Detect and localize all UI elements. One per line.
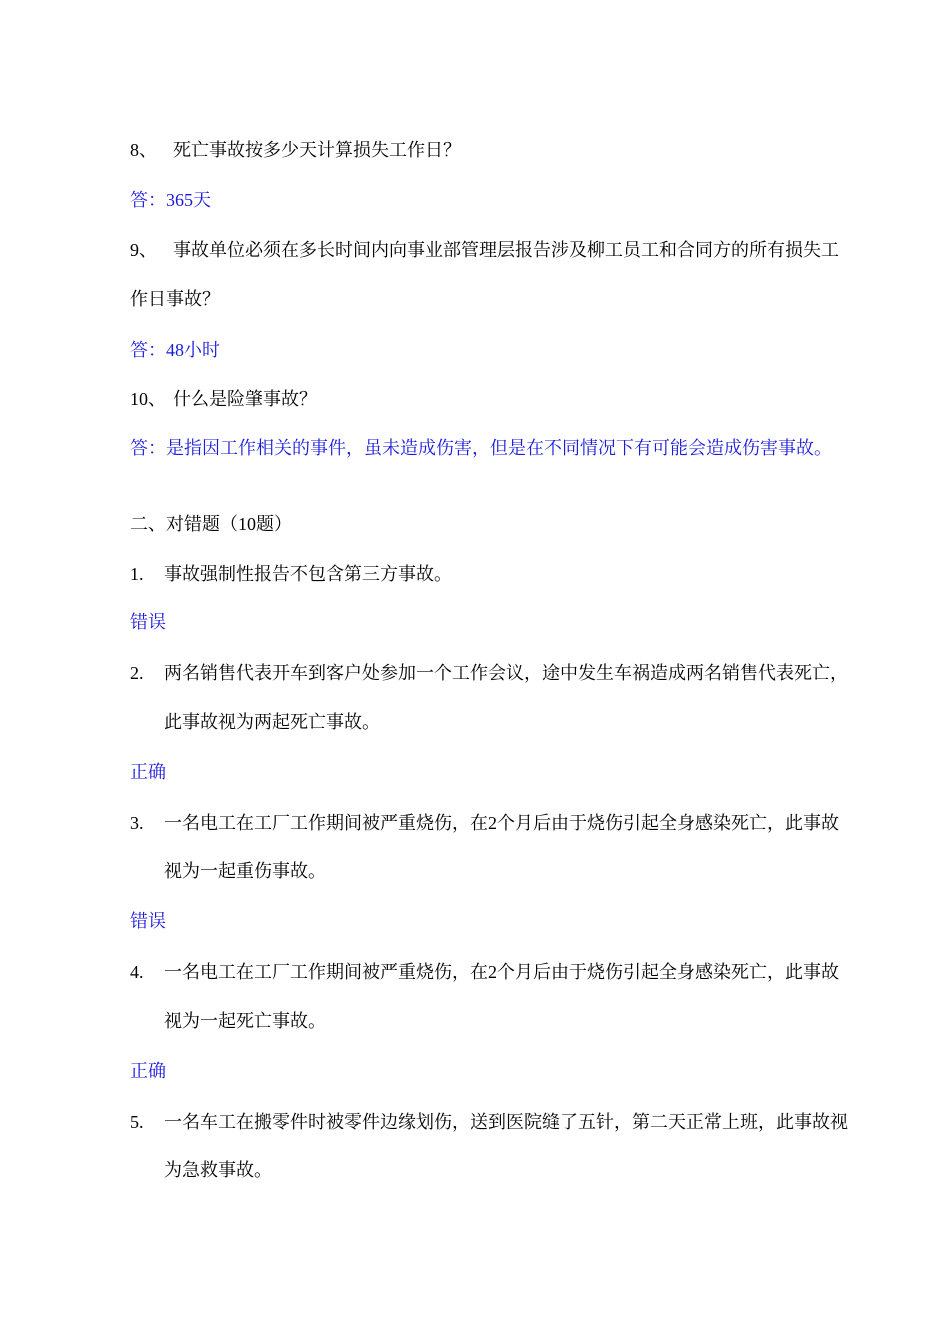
answer-suffix: 是指因工作相关的事件，虽未造成伤害，但是在不同情况下有可能会造成伤害事故。 (166, 438, 832, 459)
question-text: 什么是险肇事故？ (173, 389, 317, 410)
tf-text: 两名销售代表开车到客户处参加一个工作会议，途中发生车祸造成两名销售代表死亡， (164, 663, 848, 684)
tf-item-1 (130, 562, 452, 586)
tf-answer-3: 错误 (130, 911, 166, 932)
tf-item-4 (130, 960, 839, 984)
tf-item-3-line-2: 视为一起重伤事故。 (164, 861, 326, 882)
tf-answer-4: 正确 (130, 1061, 166, 1082)
question-number: 9、 (130, 240, 157, 260)
answer-8 (130, 188, 211, 212)
tf-answer-1: 错误 (130, 612, 166, 633)
tf-item-3 (130, 811, 839, 835)
answer-prefix: 答： (130, 340, 166, 361)
question-9 (130, 238, 839, 262)
answer-10 (130, 437, 832, 461)
section-title-prefix: 二、对错题（ (130, 514, 238, 535)
section-title-count: 10 (238, 514, 256, 534)
tf-text-number: 2 (488, 813, 497, 833)
question-number: 10、 (130, 389, 166, 409)
section-title-suffix: 题） (256, 514, 292, 535)
section-title (130, 512, 292, 536)
answer-9 (130, 338, 220, 362)
question-text: 作日事故？ (130, 289, 220, 310)
question-text: 事故单位必须在多长时间内向事业部管理层报告涉及柳工员工和合同方的所有损失工 (173, 240, 839, 261)
answer-suffix: 天 (193, 190, 211, 211)
tf-text: 事故强制性报告不包含第三方事故。 (164, 564, 452, 585)
tf-text-number: 2 (488, 962, 497, 982)
question-text: 死亡事故按多少天计算损失工作日？ (173, 140, 461, 161)
tf-text: 一名车工在搬零件时被零件边缘划伤，送到医院缝了五针，第二天正常上班，此事故视 (164, 1112, 848, 1133)
tf-item-2-line-2: 此事故视为两起死亡事故。 (164, 712, 380, 733)
tf-number: 2. (130, 663, 144, 683)
tf-number: 3. (130, 813, 144, 833)
tf-item-5 (130, 1110, 848, 1134)
answer-prefix: 答： (130, 438, 166, 459)
question-number: 8、 (130, 140, 157, 160)
answer-value: 365 (166, 190, 193, 210)
question-9-line-2 (130, 288, 220, 312)
answer-value: 48 (166, 340, 184, 360)
tf-item-2 (130, 661, 848, 685)
tf-text: 一名电工在工厂工作期间被严重烧伤，在 (164, 813, 488, 834)
question-10 (130, 387, 317, 411)
tf-number: 4. (130, 962, 144, 982)
tf-text: 个月后由于烧伤引起全身感染死亡，此事故 (497, 962, 839, 983)
question-8 (130, 138, 461, 162)
tf-text: 一名电工在工厂工作期间被严重烧伤，在 (164, 962, 488, 983)
tf-item-5-line-2: 为急救事故。 (164, 1160, 272, 1181)
tf-answer-2: 正确 (130, 762, 166, 783)
tf-number: 5. (130, 1112, 144, 1132)
answer-prefix: 答： (130, 190, 166, 211)
tf-number: 1. (130, 564, 144, 584)
tf-item-4-line-2: 视为一起死亡事故。 (164, 1011, 326, 1032)
answer-suffix: 小时 (184, 340, 220, 361)
tf-text: 个月后由于烧伤引起全身感染死亡，此事故 (497, 813, 839, 834)
